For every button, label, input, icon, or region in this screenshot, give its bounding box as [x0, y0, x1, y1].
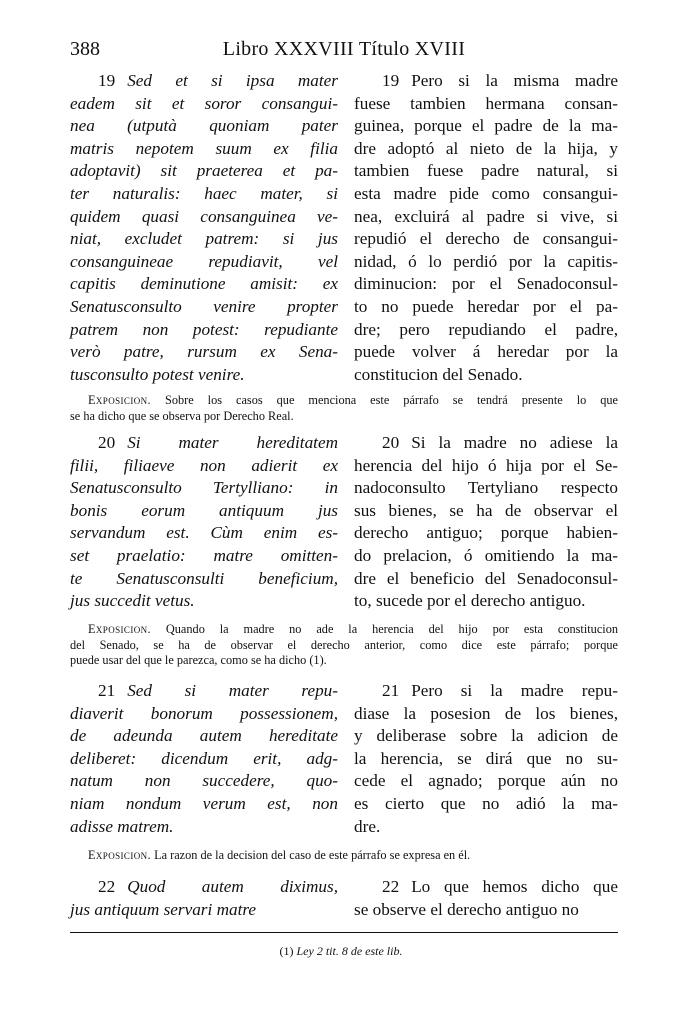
text-line: 21 Pero si la madre repu- — [382, 681, 618, 700]
text-line: jus antiquum servari matre — [70, 899, 257, 919]
exposicion-line: se ha dicho que se observa por Derecho Real. — [70, 408, 294, 423]
text-line: eadem sit et soror consangui- — [70, 93, 338, 113]
text-line: nadoconsulto Tertyliano respecto — [354, 478, 618, 498]
footnote-marker: (1) — [279, 944, 294, 958]
text-line: cede el agnado; porque aún no — [354, 771, 618, 791]
text-line: Senatusconsulto Tertylliano: in — [70, 478, 338, 498]
paragraph-20 — [70, 432, 618, 617]
text-line: dre adoptó al nieto de la hija, y — [354, 138, 618, 158]
text-line: repudió el derecho de consangui- — [354, 229, 618, 249]
text-line: es cierto que no adió la ma- — [354, 793, 618, 813]
text-line: to, sucede por el derecho antiguo. — [354, 591, 586, 611]
text-line: sus bienes, se ha de observar el — [354, 500, 618, 520]
text-line: do prelacion, ó omitiendo la ma- — [354, 545, 618, 565]
paragraph-19 — [70, 70, 618, 390]
text-line: herencia del hijo ó hija por el Se- — [354, 455, 618, 475]
paragraph-number: 21 — [98, 681, 116, 700]
paragraph-21 — [70, 680, 618, 842]
text-line: adisse matrem. — [70, 816, 174, 836]
text-line: diminucion: por el Senadoconsul- — [354, 274, 618, 294]
text-line: quidem quasi consanguinea ve- — [70, 206, 338, 226]
text-line: puede volver á heredar por la — [354, 342, 618, 362]
text-line: set praelatio: matre omitten- — [70, 545, 338, 565]
text-line: 20 Si mater hereditatem — [98, 433, 338, 452]
text-line: patrem non potest: repudiante — [70, 319, 338, 339]
exposicion-label: Exposicion. — [88, 622, 151, 636]
text-line: bonis eorum antiquum jus — [70, 500, 338, 520]
page-number: 388 — [70, 38, 100, 60]
paragraph-22 — [70, 876, 618, 926]
latin-column — [70, 432, 338, 613]
text-line: niat, excludet patrem: si jus — [70, 229, 338, 249]
latin-column — [70, 70, 338, 386]
text-line: adoptavit) sit praeterea et pa- — [70, 161, 338, 181]
exposicion-label: Exposicion. — [88, 848, 151, 862]
text-line: dre. — [354, 816, 381, 836]
text-line: derecho antiguo; porque habien- — [354, 523, 618, 543]
paragraph-number: 19 — [382, 71, 400, 90]
text-line: de adeunda autem hereditate — [70, 726, 338, 746]
spanish-column — [354, 876, 618, 921]
exposicion-20 — [70, 622, 618, 669]
exposicion-line: puede usar del que le parezca, como se ha dicho (1). — [70, 653, 327, 667]
text-line: la herencia, se dirá que no su- — [354, 748, 618, 768]
spanish-column — [354, 432, 618, 613]
exposicion-line: del Senado, se ha de observar el derecho anterior, como dice este párrafo; porque — [70, 637, 618, 652]
paragraph-number: 22 — [382, 877, 400, 896]
text-line: esta madre pide como consangui- — [354, 183, 618, 203]
text-line: 19 Sed et si ipsa mater — [98, 71, 338, 90]
text-line: nidad, ó lo perdió por la capitis- — [354, 251, 618, 271]
footnote — [0, 944, 682, 959]
text-line: niam nondum verum est, non — [70, 793, 338, 813]
text-line: nea (utputà quoniam pater — [70, 116, 338, 136]
exposicion-line: Exposicion. Sobre los casos que menciona este párrafo se tendrá presente lo que — [88, 393, 618, 407]
text-line: verò patre, rursum ex Sena- — [70, 342, 338, 362]
text-line: 21 Sed si mater repu- — [98, 681, 338, 700]
text-line: 22 Lo que hemos dicho que — [382, 877, 618, 896]
paragraph-number: 19 — [98, 71, 116, 90]
text-line: ter naturalis: haec mater, si — [70, 183, 338, 203]
text-line: jus succedit vetus. — [70, 591, 195, 611]
text-line: tambien fuese padre natural, si — [354, 161, 618, 181]
paragraph-number: 22 — [98, 877, 116, 896]
text-line: dre; pero repudiando el padre, — [354, 319, 618, 339]
page-header — [70, 38, 618, 68]
text-line: y deliberase sobre la adicion de — [354, 726, 618, 746]
text-line: capitis deminutione amisit: ex — [70, 274, 338, 294]
text-line: natum non succedere, quo- — [70, 771, 338, 791]
text-line: te Senatusconsulti beneficium, — [70, 568, 338, 588]
text-line: deliberet: dicendum erit, adg- — [70, 748, 338, 768]
running-title: Libro XXXVIII Título XVIII — [222, 38, 466, 60]
exposicion-line: Exposicion. Quando la madre no ade la herencia del hijo por esta constitucion — [88, 622, 618, 636]
spanish-column — [354, 70, 618, 386]
text-line: constitucion del Senado. — [354, 364, 523, 384]
text-line: se observe el derecho antiguo no — [354, 899, 579, 919]
text-line: Senatusconsulto venire propter — [70, 296, 338, 316]
footnote-rule — [70, 932, 618, 933]
text-line: fuese tambien hermana consan- — [354, 93, 618, 113]
text-line: tusconsulto potest venire. — [70, 364, 245, 384]
spanish-column — [354, 680, 618, 838]
text-line: dre el beneficio del Senadoconsul- — [354, 568, 618, 588]
paragraph-number: 21 — [382, 681, 400, 700]
paragraph-number: 20 — [98, 433, 116, 452]
text-line: to no puede heredar por el pa- — [354, 296, 618, 316]
text-line: filii, filiaeve non adierit ex — [70, 455, 338, 475]
text-line: 22 Quod autem diximus, — [98, 877, 338, 896]
text-line: diase la posesion de los bienes, — [354, 703, 618, 723]
text-line: 19 Pero si la misma madre — [382, 71, 618, 90]
text-line: matris nepotem suum ex filia — [70, 138, 338, 158]
text-line: guinea, porque el padre de la ma- — [354, 116, 618, 136]
latin-column — [70, 876, 338, 921]
text-line: nea, excluirá al padre si vive, si — [354, 206, 618, 226]
text-line: servandum est. Cùm enim es- — [70, 523, 338, 543]
paragraph-number: 20 — [382, 433, 400, 452]
exposicion-label: Exposicion. — [88, 393, 151, 407]
latin-column — [70, 680, 338, 838]
text-line: diaverit bonorum possessionem, — [70, 703, 338, 723]
exposicion-line: Exposicion. La razon de la decision del caso de este párrafo se expresa en él. — [88, 848, 471, 862]
footnote-text: Ley 2 tit. 8 de este lib. — [296, 944, 403, 958]
exposicion-21 — [70, 848, 618, 864]
text-line: 20 Si la madre no adiese la — [382, 433, 618, 452]
exposicion-19 — [70, 393, 618, 424]
text-line: consanguineae repudiavit, vel — [70, 251, 338, 271]
